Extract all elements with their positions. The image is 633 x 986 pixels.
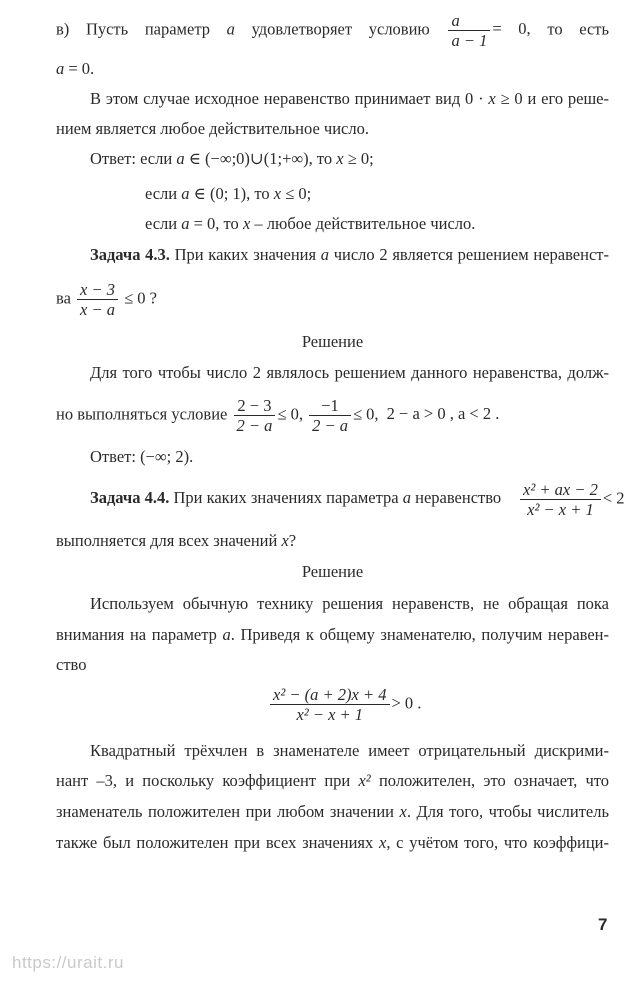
answer-2: Ответ: (−∞; 2). [90,447,194,466]
page-number: 7 [598,915,608,934]
answer-1-line1: Ответ: если a ∈ (−∞;0)∪(1;+∞), то x ≥ 0; [90,149,374,168]
para-parameter-condition: в) Пусть параметр a удовлетворяет условию $\frac{a}{a - 1}$ = 0, то есть [56,11,610,50]
solution-heading-2: Решение [301,562,364,581]
task-4-4-line1: Задача 4.4. При каких значениях параметра a неравенство [90,488,502,507]
fraction-a-over-a-minus-1: $\frac{a}{a - 1}$ = 0, [446,19,530,38]
task-4-4-line2: выполняется для всех значений x? [56,531,297,550]
fraction-task-4-4: $\frac{\text{x² + ax − 2}}{\text{x² − x + 1}}$ < 2 [518,480,625,519]
task-4-3-line1: Задача 4.3. При каких значения a число 2 является решением неравенст- [90,245,609,264]
para-case-line2: нием является любое действительное число. [56,119,369,138]
watermark-url[interactable]: https://urait.ru [12,953,124,972]
solution-4-4-line3: ство [56,655,87,674]
solution-4-4-line2: внимания на параметр a. Приведя к общему знаменателю, получим неравен- [56,625,609,644]
fraction-x-3-over-x-a: $\frac{x - 3}{x - a}$ [77,280,118,319]
solution-4-3-line1: Для того чтобы число 2 являлось решением данного неравенства, долж- [90,363,609,382]
last-para-line1: Квадратный трёхчлен в знаменателе имеет отрицательный дискрими- [90,741,609,760]
last-para-line4: также был положителен при всех значениях x, с учётом того, что коэффици- [56,833,609,852]
para-a-equals-zero: a = 0. [56,59,95,78]
task-4-3-line2: ва $\frac{x - 3}{x - a}$ ≤ 0 ? [56,280,158,319]
main-inequality: $\frac{\text{x² − (a + 2)x + 4}}{\text{x² − x + 1}}$ > 0 . [268,685,421,724]
last-para-line3: знаменатель положителен при любом значении x. Для того, чтобы числитель [56,802,609,821]
fraction-minus1-over-2-a: $\frac{-1}{2 - a}$ [309,396,351,435]
answer-1-line3: если a = 0, то x – любое действительное число. [145,214,476,233]
solution-4-4-line1: Используем обычную технику решения неравенств, не обращая пока [90,594,609,613]
last-para-line2: нант –3, и поскольку коэффициент при x² положителен, это означает, что [56,771,609,790]
solution-4-3-line2: но выполняться условие $\frac{2 - 3}{2 - a}$ ≤ 0, $\frac{-1}{2 - a}$ ≤ 0, 2 − a > 0 , a < 2 . [56,396,500,435]
fraction-2-3-over-2-a: $\frac{2 - 3}{2 - a}$ [234,396,276,435]
solution-heading-1: Решение [301,332,364,351]
answer-1-line2: если a ∈ (0; 1), то x ≤ 0; [145,184,312,203]
para-case-line1: В этом случае исходное неравенство принимает вид 0 · x ≥ 0 и его реше- [90,89,609,108]
